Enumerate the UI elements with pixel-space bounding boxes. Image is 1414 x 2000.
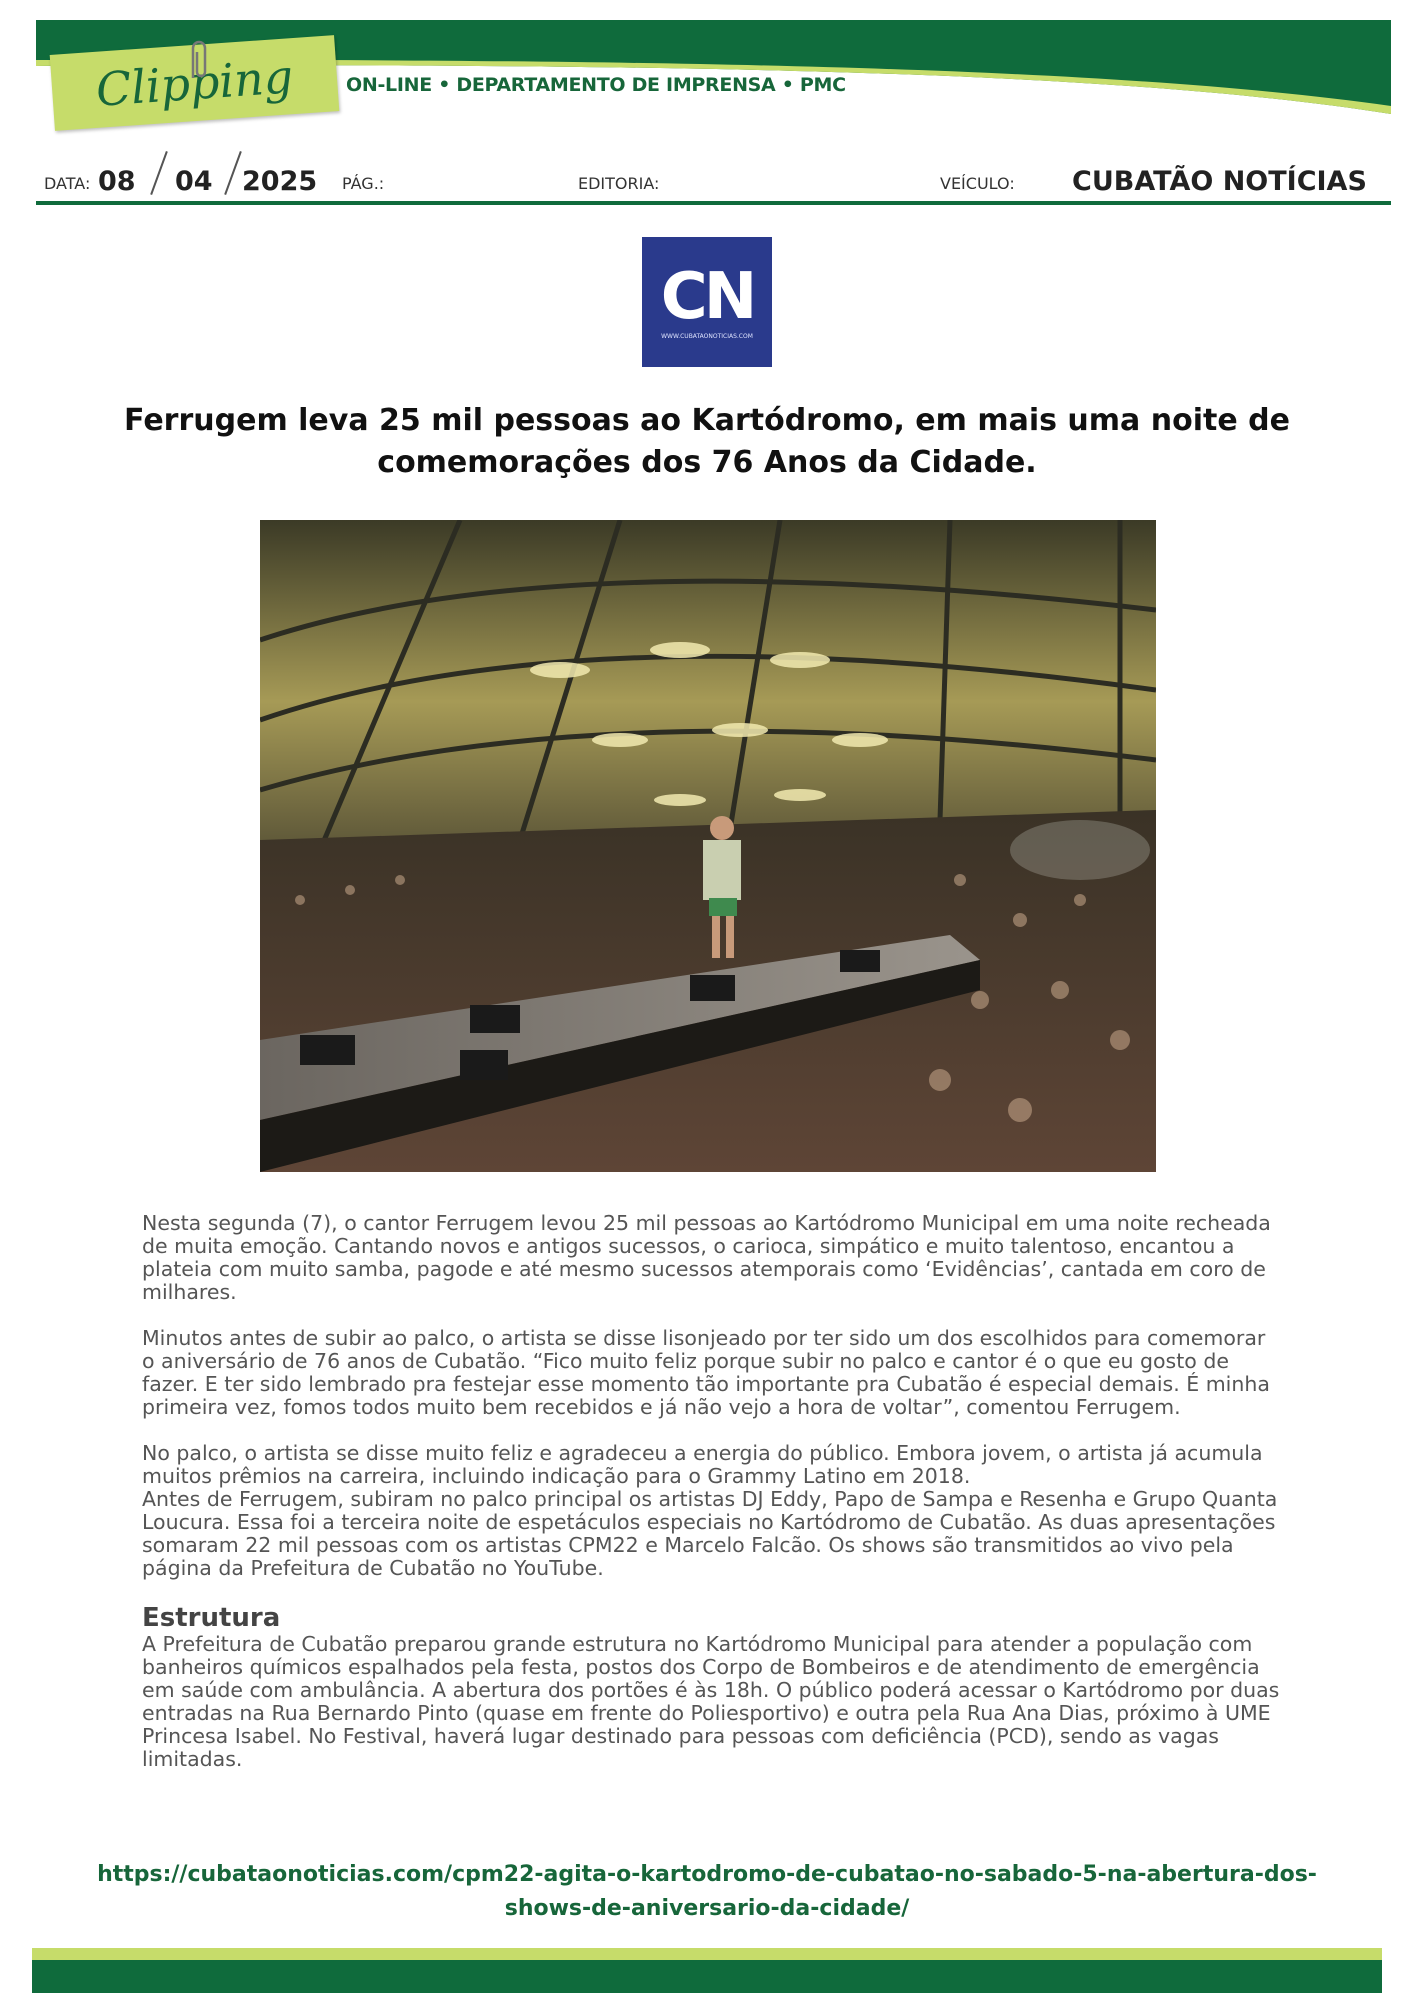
- veiculo-wrap: [940, 174, 1015, 218]
- date-divider: [224, 151, 242, 195]
- paragraph: A Prefeitura de Cubatão preparou grande estrutura no Kartódromo Municipal para atender a população com banheiros químicos espalhados pela festa, postos dos Corpo de Bombeiros e de atendimento de emergência em saúde com ambulância. A abertura dos portões é às 18h. O público poderá acessar o Kartódromo por duas entradas na Rua Bernardo Pinto (quase em frente do Poliesportivo) e outra pela Rua Ana Dias, próximo à UME Princesa Isabel. No Festival, haverá lugar destinado para pessoas com deficiência (PCD), sendo as vagas limitadas.: [142, 1632, 1280, 1771]
- paragraph: Nesta segunda (7), o cantor Ferrugem levou 25 mil pessoas ao Kartódromo Municipal em uma noite recheada de muita emoção. Cantando novos e antigos sucessos, o carioca, simpático e muito talentoso, encantou a plateia com muito samba, pagode e até mesmo sucessos atemporais como ‘Evidências’, cantada em coro de milhares.: [142, 1211, 1271, 1304]
- date-year: 2025: [242, 166, 318, 197]
- paperclip-icon: [183, 38, 213, 82]
- veiculo-label: VEÍCULO:: [940, 174, 1015, 193]
- footer-band-light: [32, 1948, 1382, 1960]
- source-url[interactable]: https://cubataonoticias.com/cpm22-agita-o-kartodromo-de-cubatao-no-sabado-5-na-abertura-dos-shows-de-aniversario-da-cidade/: [97, 1862, 1317, 1921]
- date-day: 08: [98, 166, 136, 197]
- article-headline: Ferrugem leva 25 mil pessoas ao Kartódromo, em mais uma noite de comemorações dos 76 Anos da Cidade.: [124, 403, 1290, 480]
- logo-letters: CN: [660, 259, 754, 334]
- editoria-label: EDITORIA:: [578, 174, 660, 193]
- data-label-wrap: [44, 174, 90, 218]
- date-month: 04: [175, 166, 213, 197]
- pag-wrap: [342, 174, 384, 218]
- footer-band-dark: [32, 1960, 1382, 1993]
- clipping-label: Clipping: [94, 49, 295, 117]
- cubatao-noticias-logo: [642, 237, 772, 367]
- article-body: [142, 1212, 1282, 1771]
- department-title: ON-LINE • DEPARTAMENTO DE IMPRENSA • PMC: [346, 74, 846, 96]
- editoria-wrap: [578, 174, 659, 218]
- paragraph: No palco, o artista se disse muito feliz e agradeceu a energia do público. Embora jovem, o artista já acumula muitos prêmios na carreira, incluindo indicação para o Grammy Latino em 2018.: [142, 1441, 1263, 1488]
- page-label: PÁG.:: [342, 174, 385, 193]
- paragraph: Minutos antes de subir ao palco, o artista se disse lisonjeado por ter sido um dos escolhidos para comemorar o aniversário de 76 anos de Cubatão. “Fico muito feliz porque subir no palco e cantor é o que eu gosto de fazer. E ter sido lembrado pra festejar esse momento tão importante pra Cubatão é especial demais. É minha primeira vez, fomos todos muito bem recebidos e já não vejo a hora de voltar”, comentou Ferrugem.: [142, 1326, 1270, 1419]
- veiculo-value: CUBATÃO NOTÍCIAS: [1072, 166, 1367, 197]
- section-heading: Estrutura: [142, 1603, 281, 1633]
- paragraph: Antes de Ferrugem, subiram no palco principal os artistas DJ Eddy, Papo de Sampa e Resenha e Grupo Quanta Loucura. Essa foi a terceira noite de espetáculos especiais no Kartódromo de Cubatão. As duas apresentações somaram 22 mil pessoas com os artistas CPM22 e Marcelo Falcão. Os shows são transmitidos ao vivo pela página da Prefeitura de Cubatão no YouTube.: [142, 1487, 1278, 1580]
- data-label: DATA:: [44, 174, 91, 193]
- meta-divider: [36, 201, 1391, 205]
- logo-url: WWW.CUBATAONOTICIAS.COM: [661, 332, 753, 340]
- concert-photo: [260, 520, 1156, 1172]
- date-divider: [150, 151, 168, 195]
